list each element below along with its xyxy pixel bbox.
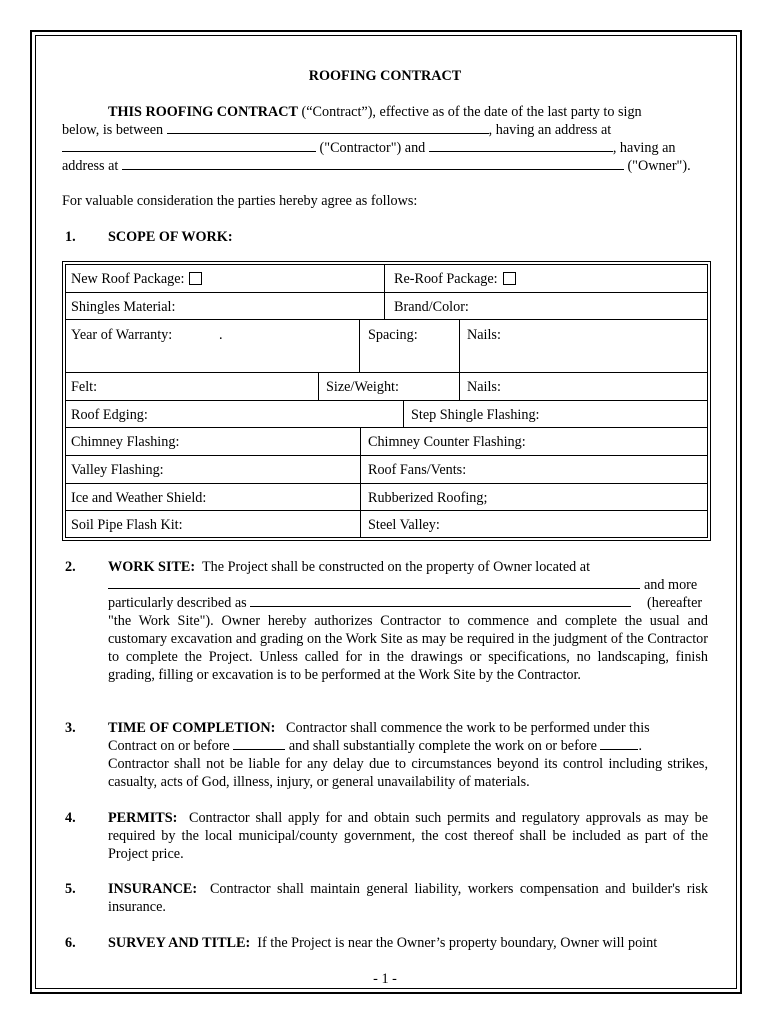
section-3-number: 3. xyxy=(65,720,76,736)
work-site-line-2 xyxy=(108,576,640,594)
table-divider xyxy=(459,319,460,373)
valley-flashing-label: Valley Flashing: xyxy=(71,462,164,478)
table-divider xyxy=(403,400,404,428)
section-2-number: 2. xyxy=(65,559,76,575)
work-site-line-1: WORK SITE: The Project shall be constructed on the property of Owner located at xyxy=(108,559,591,575)
insurance-paragraph: INSURANCE: Contractor shall maintain general liability, workers compensation and builder's risk insurance. xyxy=(108,881,708,915)
owner-address-field[interactable] xyxy=(122,157,624,170)
roof-fans-vents-label: Roof Fans/Vents: xyxy=(368,462,467,478)
time-line-2: Contract on or before and shall substantially complete the work on or before . xyxy=(108,738,643,754)
hereafter-text: (hereafter xyxy=(647,595,703,611)
brand-color-label: Brand/Color: xyxy=(394,299,469,315)
nails-label: Nails: xyxy=(467,327,501,343)
work-site-body: "the Work Site"). Owner hereby authorizes Contractor to commence and complete the usual and customary excavation and grading on the Work Site as may be required in the judgment of the Contractor to complete the Project. Unless called for in the drawings or specifications, no landscaping, finish grading, filling or excavation is to be performed at the Work Site by the Contractor. xyxy=(108,613,708,683)
year-of-warranty-label: Year of Warranty: xyxy=(71,327,173,343)
contractor-address-field[interactable] xyxy=(62,139,316,152)
steel-valley-label: Steel Valley: xyxy=(368,517,440,533)
table-rule xyxy=(65,400,708,401)
section-6-number: 6. xyxy=(65,935,76,951)
ice-weather-shield-label: Ice and Weather Shield: xyxy=(71,490,207,506)
page-number: - 1 - xyxy=(373,971,397,987)
time-line-1: TIME OF COMPLETION: Contractor shall commence the work to be performed under this xyxy=(108,720,650,736)
table-rule xyxy=(65,319,708,320)
re-roof-package-cell: Re-Roof Package: xyxy=(394,270,516,288)
table-rule xyxy=(65,292,708,293)
work-site-description-field[interactable] xyxy=(250,594,631,607)
work-site-location-field[interactable] xyxy=(108,576,640,589)
roof-edging-label: Roof Edging: xyxy=(71,407,148,423)
table-divider xyxy=(459,372,460,401)
nails-label-2: Nails: xyxy=(467,379,501,395)
new-roof-package-cell: New Roof Package: xyxy=(71,270,202,288)
table-divider xyxy=(384,264,385,320)
re-roof-package-checkbox[interactable] xyxy=(503,272,516,285)
section-5-number: 5. xyxy=(65,881,76,897)
size-weight-label: Size/Weight: xyxy=(326,379,399,395)
table-rule xyxy=(65,483,708,484)
rubberized-roofing-label: Rubberized Roofing; xyxy=(368,490,488,506)
new-roof-package-checkbox[interactable] xyxy=(189,272,202,285)
consideration-text: For valuable consideration the parties hereby agree as follows: xyxy=(62,193,418,209)
table-rule xyxy=(65,510,708,511)
soil-pipe-flash-kit-label: Soil Pipe Flash Kit: xyxy=(71,517,183,533)
intro-line-2: below, is between , having an address at xyxy=(62,122,612,138)
felt-label: Felt: xyxy=(71,379,98,395)
time-body: Contractor shall not be liable for any delay due to circumstances beyond its control including strikes, casualty, acts of God, illness, injury, or general unavailability of materials. xyxy=(108,756,708,790)
table-divider xyxy=(359,319,360,373)
work-site-line-3: particularly described as xyxy=(108,594,631,612)
start-date-field[interactable] xyxy=(233,737,285,750)
warranty-value: . xyxy=(219,327,223,343)
spacing-label: Spacing: xyxy=(368,327,418,343)
permits-paragraph: PERMITS: Contractor shall apply for and obtain such permits and regulatory approvals as may be required by the local municipal/county government, the cost thereof shall be included as part of the Project price. xyxy=(108,810,709,862)
survey-line: SURVEY AND TITLE: If the Project is near the Owner’s property boundary, Owner will point xyxy=(108,935,658,951)
owner-name-field[interactable] xyxy=(429,139,613,152)
table-rule xyxy=(65,427,708,428)
completion-date-field[interactable] xyxy=(600,737,638,750)
intro-line-1: THIS ROOFING CONTRACT (“Contract”), effective as of the date of the last party to sign xyxy=(108,104,642,120)
step-shingle-flashing-label: Step Shingle Flashing: xyxy=(411,407,540,423)
section-1-heading: SCOPE OF WORK: xyxy=(108,229,233,245)
section-4-number: 4. xyxy=(65,810,76,826)
table-divider xyxy=(360,427,361,538)
section-1-number: 1. xyxy=(65,229,76,245)
intro-line-4: address at ("Owner"). xyxy=(62,158,691,174)
and-more-text: and more xyxy=(644,577,698,593)
table-rule xyxy=(65,455,708,456)
chimney-counter-flashing-label: Chimney Counter Flashing: xyxy=(368,434,526,450)
chimney-flashing-label: Chimney Flashing: xyxy=(71,434,180,450)
table-rule xyxy=(65,372,708,373)
intro-line-3: ("Contractor") and , having an xyxy=(62,139,675,157)
document-title: ROOFING CONTRACT xyxy=(308,68,462,84)
table-divider xyxy=(318,372,319,401)
contractor-name-field[interactable] xyxy=(167,121,489,134)
shingles-material-label: Shingles Material: xyxy=(71,299,176,315)
